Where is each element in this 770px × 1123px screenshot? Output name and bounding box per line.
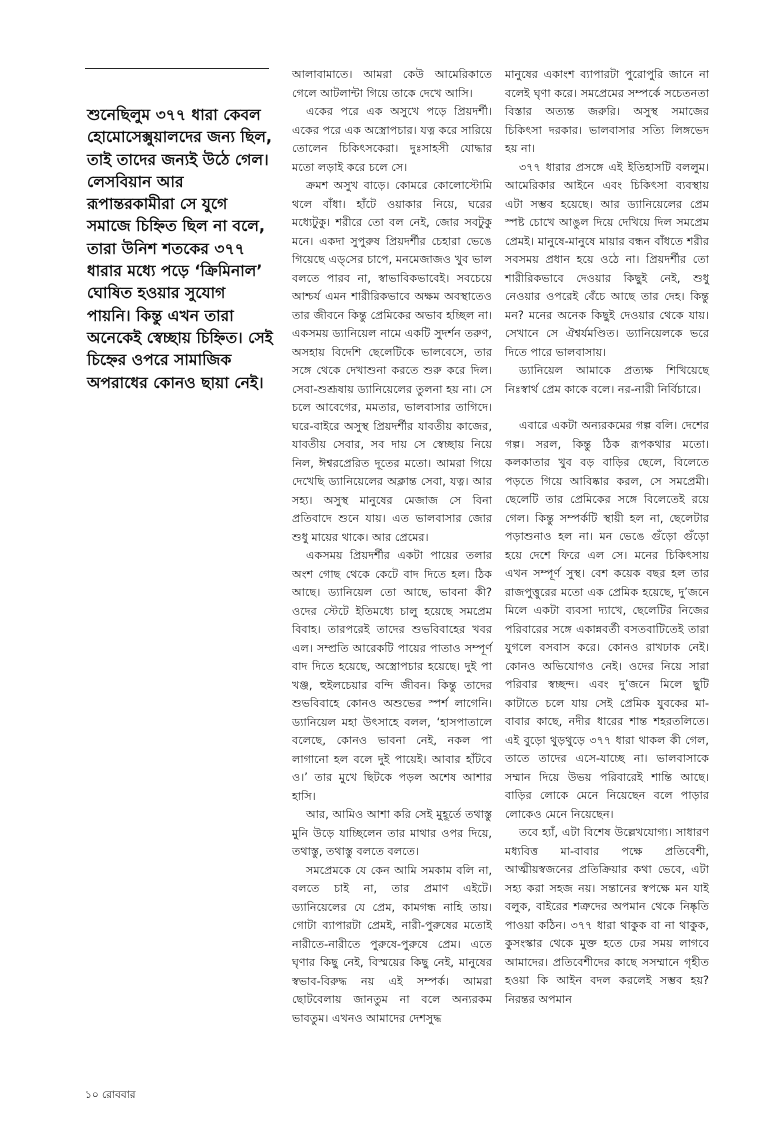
page-footer: ১০ রোববার xyxy=(85,1089,136,1101)
paragraph: মানুষের একাংশ ব্যাপারটা পুরোপুরি জানে না বলেই ঘৃণা করে। সমপ্রেমের সম্পর্কে সচেতনতা বিস্তার অত্যন্ত জরুরি। অসুস্থ সমাজের চিকিৎসা দরকার। ভালবাসার সত্যি লিঙ্গভেদ হয় না। xyxy=(505,68,709,155)
paragraph: তবে হ্যাঁ, এটা বিশেষ উল্লেখযোগ্য। সাধারণ মধ্যবিত্ত মা-বাবার পক্ষে প্রতিবেশী, আত্মীয়স্বজনের প্রতিক্রিয়ার কথা ভেবে, এটা সহ্য করা সহজ নয়। সন্তানের স্বপক্ষে মন যাই বলুক, বাইরের শত্রুদের অপমান থেকে নিষ্কৃতি পাওয়া কঠিন। ৩৭৭ ধারা থাকুক বা না থাকুক, কুসংস্কার থেকে মুক্ত হতে ঢের সময় লাগবে আমাদের। প্রতিবেশীদের কাছে সসম্মানে গৃহীত হওয়া কি আইন বদল করলেই সম্ভব হয়? নিরন্তর অপমান xyxy=(505,826,709,1006)
article-column-3 xyxy=(505,66,709,1009)
paragraph: আলাবামাতে। আমরা কেউ আমেরিকাতে গেলে আটলান্টা গিয়ে তাকে দেখে আসি। xyxy=(292,68,492,100)
article-column-2 xyxy=(292,66,492,1028)
top-rule xyxy=(85,68,269,69)
paragraph: ৩৭৭ ধারার প্রসঙ্গে এই ইতিহাসটি বললুম। আমেরিকার আইনে এবং চিকিৎসা ব্যবস্থায় এটা সম্ভব হয়েছে। আর ড্যানিয়েলের প্রেম স্পষ্ট চোখে আঙুল দিয়ে দেখিয়ে দিল সমপ্রেম প্রেমই। মানুষে-মানুষে মায়ার বন্ধন বাঁধতে শরীর সবসময় প্রধান হয়ে ওঠে না। প্রিয়দর্শীর তো শারীরিকভাবে দেওয়ার কিছুই নেই, শুধু নেওয়ার ওপরেই বেঁচে আছে তার দেহ। কিন্তু মন? মনের অনেক কিছুই দেওয়ার থেকে যায়। সেখানে সে ঐশ্বর্যমণ্ডিত। ড্যানিয়েলকে ভরে দিতে পারে ভালবাসায়। xyxy=(505,160,709,359)
paragraph: একসময় প্রিয়দর্শীর একটা পায়ের তলার অংশ গোছ থেকে কেটে বাদ দিতে হল। ঠিক আছে। ড্যানিয়েল তো আছে, ভাবনা কী? ওদের স্টেটে ইতিমধ্যে চালু হয়েছে সমপ্রেম বিবাহ। তারপরেই তাদের শুভবিবাহের খবর এল। সম্প্রতি আরেকটি পায়ের পাতাও সম্পূর্ণ বাদ দিতে হয়েছে, অস্ত্রোপচার হয়েছে। দুই পা খঞ্জ, হুইলচেয়ার বন্দি জীবন। কিন্তু তাদের শুভবিবাহে কোনও অশুভের স্পর্শ লাগেনি। ড্যানিয়েল মহা উৎসাহে বলল, ‘হাসপাতালে বলেছে, কোনও ভাবনা নেই, নকল পা লাগানো হল বলে দুই পায়েই। আবার হাঁটবে ও।’ তার মুখে ছিটকে পড়ল অশেষ আশার হাসি। xyxy=(292,549,492,803)
paragraph: এবারে একটা অন্যরকমের গল্প বলি। দেশের গল্প। সরল, কিন্তু ঠিক রূপকথার মতো। কলকাতার খুব বড় বাড়ির ছেলে, বিলেতে পড়তে গিয়ে আবিষ্কার করল, সে সমপ্রেমী। ছেলেটি তার প্রেমিকের সঙ্গে বিলেতেই রয়ে গেল। কিন্তু সম্পর্কটি স্থায়ী হল না, ছেলেটার পড়াশুনাও হল না। মন ভেঙে গুঁড়ো গুঁড়ো হয়ে দেশে ফিরে এল সে। মনের চিকিৎসায় এখন সম্পূর্ণ সুস্থ। বেশ কয়েক বছর হল তার রাজপুত্তুরের মতো এক প্রেমিক হয়েছে, দু’জনে মিলে একটা ব্যবসা দ্যাখে, ছেলেটির নিজের পরিবারের সঙ্গে একান্নবর্তী বসতবাটিতেই তারা যুগলে বসবাস করে। কোনও রাখঢাক নেই। কোনও অভিযোগও নেই। ওদের নিয়ে সারা পরিবার স্বচ্ছন্দ। এবং দু’জনে মিলে ছুটি কাটাতে চলে যায় সেই প্রেমিক যুবকের মা-বাবার কাছে, নদীর ধারের শান্ত শহরতলিতে। এই বুড়ো থুড়থুড়ে ৩৭৭ ধারা থাকল কী গেল, তাতে তাদের এসে-যাচ্ছে না। ভালবাসাকে সম্মান দিয়ে উভয় পরিবারেই শান্তি আছে। বাড়ির লোকে মেনে নিয়েছেন বলে পাড়ার লোকেও মেনে নিয়েছেন। xyxy=(505,419,709,821)
section-break xyxy=(505,399,709,417)
paragraph: একের পরে এক অসুখে পড়ে প্রিয়দর্শী। একের পরে এক অস্ত্রোপচার। যত্ন করে সারিয়ে তোলেন চিকিৎসকেরা। দুঃসাহসী যোদ্ধার মতো লড়াই করে চলে সে। xyxy=(292,105,492,174)
paragraph: ক্রমশ অসুখ বাড়ে। কোমরে কোলোস্টোমি থলে বাঁধা। হাঁটে ওয়াকার নিয়ে, ঘরের মধ্যেটুকু। শরীরে তো বল নেই, জোর সবটুকু মনে। একদা সুপুরুষ প্রিয়দর্শীর চেহারা ভেঙে গিয়েছে এড্‌সের চাপে, মনমেজাজও খুব ভাল বলতে পারব না, স্বাভাবিকভাবেই। সবচেয়ে আশ্চর্য এমন শারীরিকভাবে অক্ষম অবস্থাতেও তার জীবনে কিন্তু প্রেমিকের অভাব হচ্ছিল না। একসময় ড্যানিয়েল নামে একটি সুদর্শন তরুণ, অসহায় বিদেশি ছেলেটিকে ভালবেসে, তার সঙ্গে থেকে দেখাশুনা করতে শুরু করে দিল। সেবা-শুশ্রূষায় ড্যানিয়েলের তুলনা হয় না। সে চলে আবেগের, মমতার, ভালবাসার তাগিদে। ঘরে-বাইরে অসুস্থ প্রিয়দর্শীর যাবতীয় কাজের, যাবতীয় সেবার, সব দায় সে স্বেচ্ছায় নিয়ে নিল, ঈশ্বরপ্রেরিত দূতের মতো। আমরা গিয়ে দেখেছি ড্যানিয়েলের অক্লান্ত সেবা, যত্ন। আর সহ্য। অসুস্থ মানুষের মেজাজ সে বিনা প্রতিবাদে শুনে যায়। এত ভালবাসার জোর শুধু মায়ের থাকে। আর প্রেমের। xyxy=(292,179,492,544)
pull-quote: শুনেছিলুম ৩৭৭ ধারা কেবল হোমোসেক্সুয়ালদের জন্য ছিল, তাই তাদের জন্যই উঠে গেল। লেসবিয়ান আর রূপান্তরকামীরা সে যুগে সমাজে চিহ্নিত ছিল না বলে, তারা উনিশ শতকের ৩৭৭ ধারার মধ্যে পড়ে ‘ক্রিমিনাল’ ঘোষিত হওয়ার সুযোগ পায়নি। কিন্তু এখন তারা অনেকেই স্বেচ্ছায় চিহ্নিত। সেই চিহ্নের ওপরে সামাজিক অপরাধের কোনও ছায়া নেই। xyxy=(87,106,273,392)
paragraph: আর, আমিও আশা করি সেই মুহূর্তে তথাস্তু মুনি উড়ে যাচ্ছিলেন তার মাথার ওপর দিয়ে, তথাস্তু, তথাস্তু বলতে বলতে। xyxy=(292,808,492,858)
paragraph: ড্যানিয়েল আমাকে প্রত্যক্ষ শিখিয়েছে নিঃস্বার্থ প্রেম কাকে বলে। নর-নারী নির্বিচারে। xyxy=(505,364,709,396)
paragraph: সমপ্রেমকে যে কেন আমি সমকাম বলি না, বলতে চাই না, তার প্রমাণ এইটে। ড্যানিয়েলের যে প্রেম, কামগন্ধ নাহি তায়। গোটা ব্যাপারটা প্রেমই, নারী-পুরুষের মতোই নারীতে-নারীতে পুরুষে-পুরুষে প্রেম। এতে ঘৃণার কিছু নেই, বিস্ময়ের কিছু নেই, মানুষের স্বভাব-বিরুদ্ধ নয় এই সম্পর্ক। আমরা ছোটবেলায় জানতুম না বলে অন্যরকম ভাবতুম। এখনও আমাদের দেশসুদ্ধ xyxy=(292,863,492,1025)
